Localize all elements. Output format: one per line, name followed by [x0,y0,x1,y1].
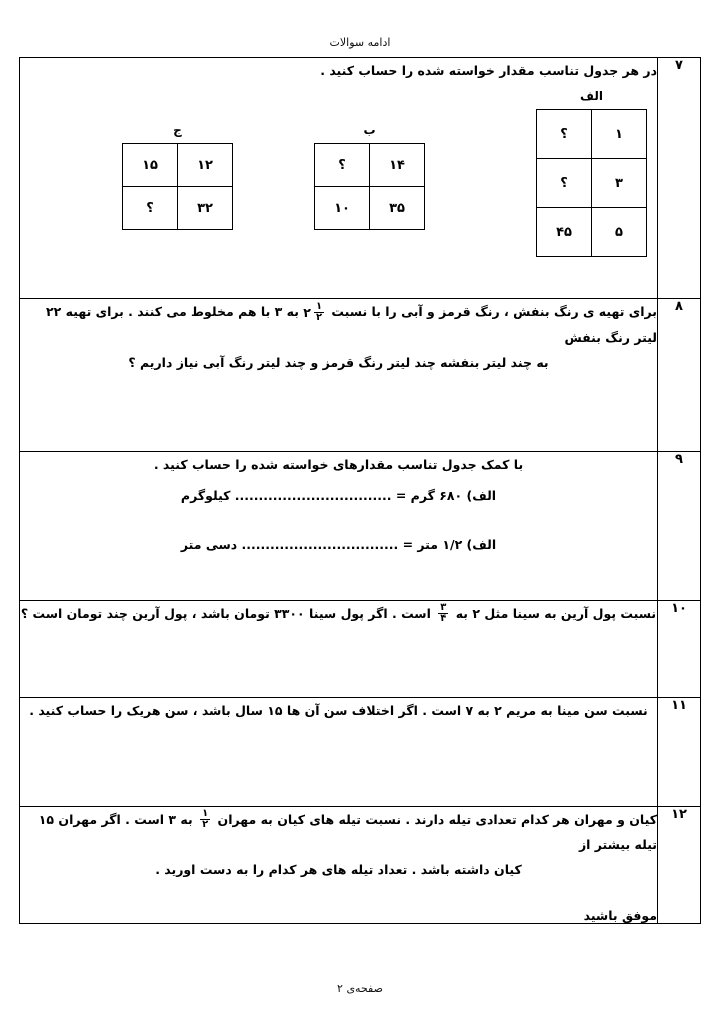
q12-segment-c: کیان داشته باشد . تعداد تیله های هر کدام را به دست اورید . [155,862,522,877]
table-row [20,299,701,452]
question-body-7 [20,58,658,299]
page-footer: صفحه‌ی ۲ [337,982,383,995]
q10-segment-b: است . اگر پول سینا ۳۳۰۰ تومان باشد ، پول آرین چند تومان است ؟ [20,606,431,621]
proportion-table-alef-label: الف [580,89,603,103]
table-row [20,58,701,299]
cell: ۱ [592,110,647,159]
proportion-table-jim [122,123,233,230]
q12-fraction: $\frac{۱}{۲}$ [202,807,209,830]
cell: ؟ [537,159,592,208]
cell: ۳۲ [178,187,233,230]
cell: ۵ [592,208,647,257]
table-row [20,807,701,924]
question-body-11 [20,698,658,807]
page-header: ادامه سوالات [329,36,391,49]
q9-line-a: الف) ۶۸۰ گرم = ................................. کیلوگرم [180,488,497,503]
cell: ۱۲ [178,144,233,187]
table-row [123,144,233,187]
q8-mixed-number [303,300,327,325]
question-number-12: ۱۲ [658,807,701,924]
question-10-text [20,601,657,626]
table-row [315,187,425,230]
proportion-table-be [314,123,425,230]
question-number-10: ۱۰ [658,601,701,698]
question-body-9 [20,452,658,601]
cell: ؟ [537,110,592,159]
proportion-table-alef [536,89,647,257]
q8-segment-c: ۳ [274,304,283,319]
cell: ۴۵ [537,208,592,257]
cell: ۱۴ [370,144,425,187]
question-number-9: ۹ [658,452,701,601]
cell: ۳۵ [370,187,425,230]
table-row [537,208,647,257]
q10-fraction: $\frac{۳}{۴}$ [440,601,447,624]
question-7-prompt: در هر جدول تناسب مقدار خواسته شده را حساب کنید . [320,63,657,78]
closing-message: موفق باشید [583,908,657,923]
question-11-text: نسبت سن مینا به مریم ۲ به ۷ است . اگر اختلاف سن آن ها ۱۵ سال باشد ، سن هریک را حساب کنید . [29,703,648,718]
questions-table [19,57,701,924]
table-row [315,144,425,187]
table-row [20,698,701,807]
q9-line-b: الف) ۱/۲ متر = ................................. دسی متر [180,537,497,552]
proportion-table-be-label: ب [363,123,376,137]
question-body-12 [20,807,658,924]
q8-whole: ۲ [303,305,311,320]
question-7-tables [20,83,657,298]
proportion-table-jim-label: ج [173,123,182,137]
question-body-10 [20,601,658,698]
question-8-text [20,299,657,375]
q8-segment-a: برای تهیه ی رنگ بنفش ، رنگ قرمز و آبی را با نسبت [331,304,657,319]
question-number-11: ۱۱ [658,698,701,807]
q8-segment-b: به [286,304,299,319]
q8-segment-d: با هم مخلوط می کنند . برای تهیه ۲۲ لیتر رنگ بنفش [46,304,657,345]
q12-segment-a: کیان و مهران هر کدام تعدادی تیله دارند . نسبت تیله های کیان به مهران [217,812,657,827]
cell: ؟ [123,187,178,230]
cell: ۱۵ [123,144,178,187]
q8-segment-line2: به چند لیتر بنفشه چند لیتر رنگ قرمز و چند لیتر رنگ آبی نیاز داریم ؟ [128,355,549,370]
question-number-8: ۸ [658,299,701,452]
cell: ؟ [315,144,370,187]
question-9-answers [20,483,657,557]
cell: ۳ [592,159,647,208]
cell: ۱۰ [315,187,370,230]
table-row [537,110,647,159]
question-number-7: ۷ [658,58,701,299]
question-9-prompt: با کمک جدول تناسب مقدارهای خواسته شده را حساب کنید . [153,457,524,472]
table-row [20,452,701,601]
q10-segment-a: نسبت پول آرین به سینا مثل ۲ به [455,606,657,621]
q12-segment-b: به ۳ است . اگر مهران ۱۵ تیله بیشتر از [38,812,657,852]
table-row [537,159,647,208]
table-row [123,187,233,230]
question-body-8 [20,299,658,452]
q8-fraction: $\frac{۱}{۲}$ [315,300,323,323]
table-row [20,601,701,698]
question-12-text [20,807,657,882]
